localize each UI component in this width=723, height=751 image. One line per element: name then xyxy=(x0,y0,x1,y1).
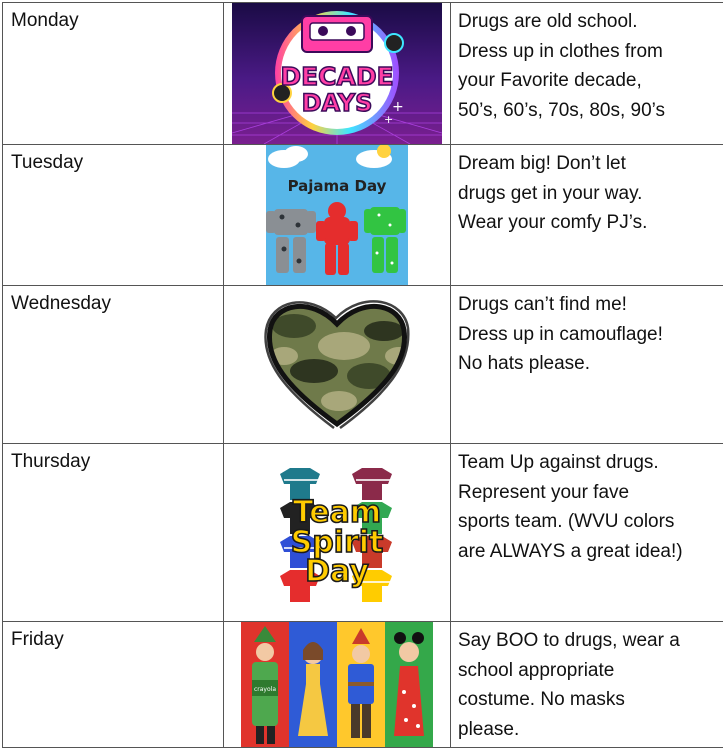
pajama-day-art xyxy=(224,145,450,285)
team-spirit-title-line3: Day xyxy=(305,554,369,589)
jerseys-illustration xyxy=(224,444,450,621)
description-cell xyxy=(451,286,723,444)
decade-days-image xyxy=(224,3,450,144)
spirit-week-table xyxy=(2,2,723,748)
table-row-tuesday xyxy=(3,145,723,286)
day-cell xyxy=(3,286,224,444)
camo-heart-image xyxy=(224,286,450,443)
image-cell xyxy=(224,286,451,444)
pajama-title: Pajama Day xyxy=(287,177,387,195)
description-cell xyxy=(451,145,723,286)
description-cell xyxy=(451,3,723,145)
cassette-icon xyxy=(302,16,372,52)
day-cell xyxy=(3,444,224,622)
day-label-monday: Monday xyxy=(11,10,79,31)
table-row-thursday xyxy=(3,444,723,622)
table-row-monday xyxy=(3,3,723,145)
description-cell xyxy=(451,444,723,622)
description-tuesday: Dream big! Don’t let drugs get in your way. Wear your comfy PJ’s. xyxy=(458,153,648,233)
image-cell xyxy=(224,444,451,622)
image-cell xyxy=(224,3,451,145)
day-cell xyxy=(3,3,224,145)
day-label-thursday: Thursday xyxy=(11,451,91,472)
team-spirit-title-line2: Spirit xyxy=(290,525,384,560)
image-cell xyxy=(224,145,451,286)
camo-heart-icon xyxy=(224,286,450,443)
table-row-wednesday xyxy=(3,286,723,444)
day-label-friday: Friday xyxy=(11,629,64,650)
description-thursday: Team Up against drugs. Represent your fave sports team. (WVU colors are ALWAYS a great idea!) xyxy=(458,452,683,562)
day-label-tuesday: Tuesday xyxy=(11,152,84,173)
table-row-friday xyxy=(3,622,723,748)
day-label-wednesday: Wednesday xyxy=(11,293,111,314)
decade-days-art xyxy=(224,3,450,144)
team-spirit-title-line1: Team xyxy=(292,495,382,530)
team-spirit-day-image xyxy=(224,444,450,621)
description-monday: Drugs are old school. Dress up in clothes from your Favorite decade, 50’s, 60’s, 70s, 80s, 90’s xyxy=(458,11,666,121)
description-friday: Say BOO to drugs, wear a school appropriate costume. No masks please. xyxy=(458,630,680,740)
svg-text:+: + xyxy=(384,113,394,126)
costume-kids-image xyxy=(224,622,450,747)
description-wednesday: Drugs can’t find me! Dress up in camouflage! No hats please. xyxy=(458,294,663,374)
pajama-day-image xyxy=(224,145,450,285)
decade-title-line1: DECADE xyxy=(280,62,394,91)
description-cell xyxy=(451,622,723,748)
svg-text:+: + xyxy=(392,99,404,115)
costumed-kids-illustration xyxy=(224,622,450,747)
crayon-label: crayola xyxy=(253,686,277,693)
day-cell xyxy=(3,622,224,748)
day-cell xyxy=(3,145,224,286)
image-cell xyxy=(224,622,451,748)
decade-title-line2: DAYS xyxy=(301,89,373,117)
